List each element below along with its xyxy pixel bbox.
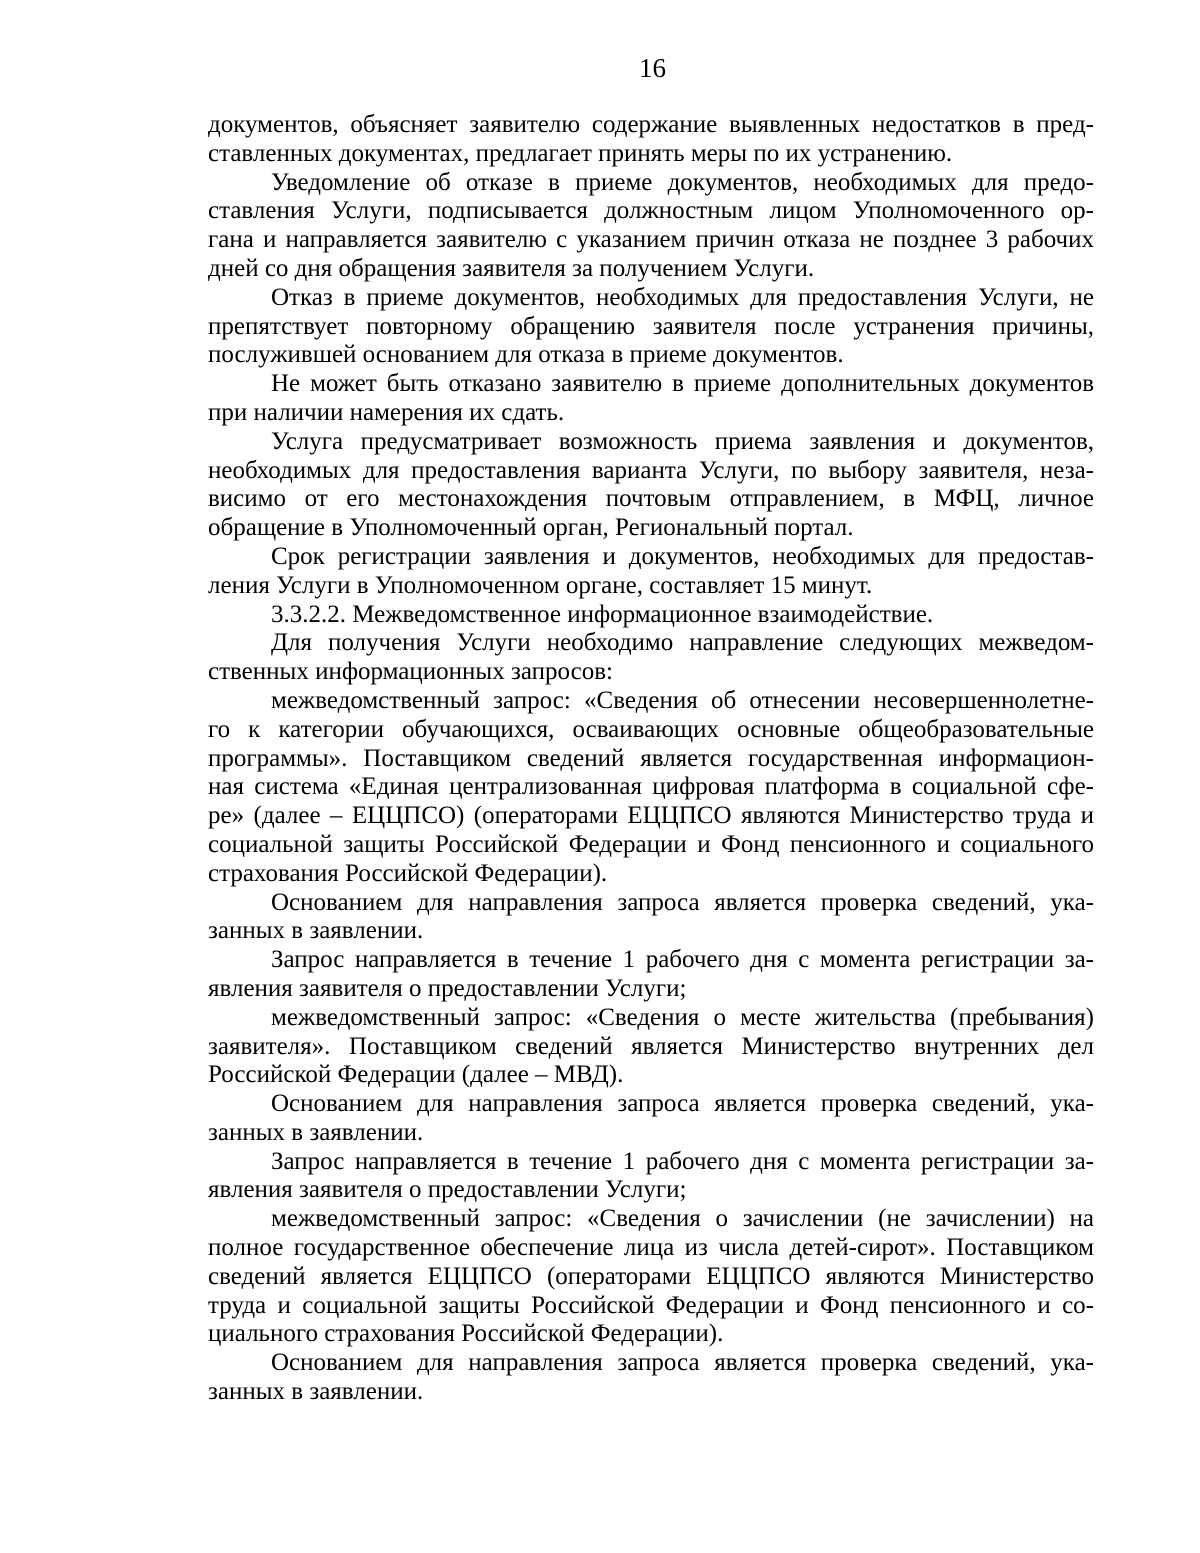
text-line: занных в заявлении.: [208, 1378, 424, 1406]
text-line: явления заявителя о предоставлении Услуги;: [208, 974, 687, 1002]
text-line: ставленных документах, предлагает принять меры по их устранению.: [208, 139, 953, 167]
paragraph: [208, 946, 1094, 1004]
text-line: Уведомление об отказе в приеме документов, необходимых для предо-: [271, 168, 1094, 196]
text-line: ная система «Единая централизованная цифровая платформа в социальной сфе-: [208, 773, 1094, 801]
text-line: занных в заявлении.: [208, 1118, 424, 1146]
text-line: го к категории обучающихся, осваивающих основные общеобразовательные: [208, 715, 1094, 743]
paragraph: [208, 428, 1094, 543]
paragraph: [208, 1090, 1094, 1148]
text-line: Основанием для направления запроса является проверка сведений, ука-: [271, 1090, 1094, 1118]
text-line: заявителя». Поставщиком сведений является Министерство внутренних дел: [208, 1032, 1094, 1060]
text-line: межведомственный запрос: «Сведения о зачислении (не зачислении) на: [271, 1205, 1094, 1233]
text-line: гана и направляется заявителю с указанием причин отказа не позднее 3 рабочих: [208, 226, 1094, 254]
text-line: Отказ в приеме документов, необходимых для предоставления Услуги, не: [271, 283, 1094, 311]
paragraph: [208, 111, 1094, 169]
paragraph: [208, 284, 1094, 370]
text-line: Основанием для направления запроса является проверка сведений, ука-: [271, 888, 1094, 916]
text-line: программы». Поставщиком сведений является государственная информацион-: [208, 744, 1094, 772]
paragraph: [208, 543, 1094, 601]
text-line: Для получения Услуги необходимо направление следующих межведом-: [271, 629, 1094, 657]
text-line: занных в заявлении.: [208, 917, 424, 945]
page-number: 16: [639, 53, 666, 83]
text-line: ственных информационных запросов:: [208, 658, 613, 686]
paragraph: [208, 169, 1094, 284]
text-line: труда и социальной защиты Российской Федерации и Фонд пенсионного и со-: [208, 1291, 1094, 1319]
text-line: 3.3.2.2. Межведомственное информационное взаимодействие.: [271, 600, 934, 628]
text-line: необходимых для предоставления варианта Услуги, по выбору заявителя, неза-: [208, 456, 1094, 484]
text-line: ления Услуги в Уполномоченном органе, составляет 15 минут.: [208, 571, 873, 599]
text-line: Запрос направляется в течение 1 рабочего дня с момента регистрации за-: [271, 1147, 1094, 1175]
text-line: документов, объясняет заявителю содержание выявленных недостатков в пред-: [208, 111, 1094, 138]
paragraph: [208, 1148, 1094, 1206]
text-line: Услуга предусматривает возможность приема заявления и документов,: [271, 427, 1094, 455]
text-line: межведомственный запрос: «Сведения об отнесении несовершеннолетне-: [271, 686, 1094, 714]
text-line: Запрос направляется в течение 1 рабочего дня с момента регистрации за-: [271, 946, 1094, 974]
text-line: висимо от его местонахождения почтовым отправлением, в МФЦ, личное: [208, 485, 1094, 513]
paragraph: [208, 601, 1094, 630]
text-line: явления заявителя о предоставлении Услуги;: [208, 1176, 687, 1204]
text-line: послужившей основанием для отказа в приеме документов.: [208, 341, 844, 369]
text-line: страхования Российской Федерации).: [208, 859, 608, 887]
text-line: Основанием для направления запроса является проверка сведений, ука-: [271, 1349, 1094, 1377]
paragraph: [208, 370, 1094, 428]
text-line: Не может быть отказано заявителю в приеме дополнительных документов: [271, 370, 1094, 398]
text-line: сведений является ЕЦЦПСО (операторами ЕЦЦПСО являются Министерство: [208, 1262, 1094, 1290]
text-line: при наличии намерения их сдать.: [208, 398, 565, 426]
paragraph: [208, 687, 1094, 889]
text-line: дней со дня обращения заявителя за получением Услуги.: [208, 254, 815, 282]
paragraph: [208, 1349, 1094, 1407]
text-line: ре» (далее – ЕЦЦПСО) (операторами ЕЦЦПСО являются Министерство труда и: [208, 802, 1094, 830]
text-line: межведомственный запрос: «Сведения о месте жительства (пребывания): [271, 1003, 1094, 1031]
text-line: Российской Федерации (далее – МВД).: [208, 1061, 624, 1089]
paragraph: [208, 1004, 1094, 1090]
text-line: обращение в Уполномоченный орган, Региональный портал.: [208, 514, 854, 542]
paragraph: [208, 1205, 1094, 1349]
document-body: [208, 111, 1094, 1407]
paragraph: [208, 889, 1094, 947]
text-line: Срок регистрации заявления и документов, необходимых для предостав-: [271, 542, 1094, 570]
text-line: ставления Услуги, подписывается должностным лицом Уполномоченного ор-: [208, 197, 1094, 225]
text-line: полное государственное обеспечение лица из числа детей-сирот». Поставщиком: [208, 1234, 1094, 1262]
text-line: социальной защиты Российской Федерации и Фонд пенсионного и социального: [208, 830, 1094, 858]
paragraph: [208, 629, 1094, 687]
text-line: препятствует повторному обращению заявителя после устранения причины,: [208, 312, 1094, 340]
text-line: циального страхования Российской Федерации).: [208, 1320, 724, 1348]
